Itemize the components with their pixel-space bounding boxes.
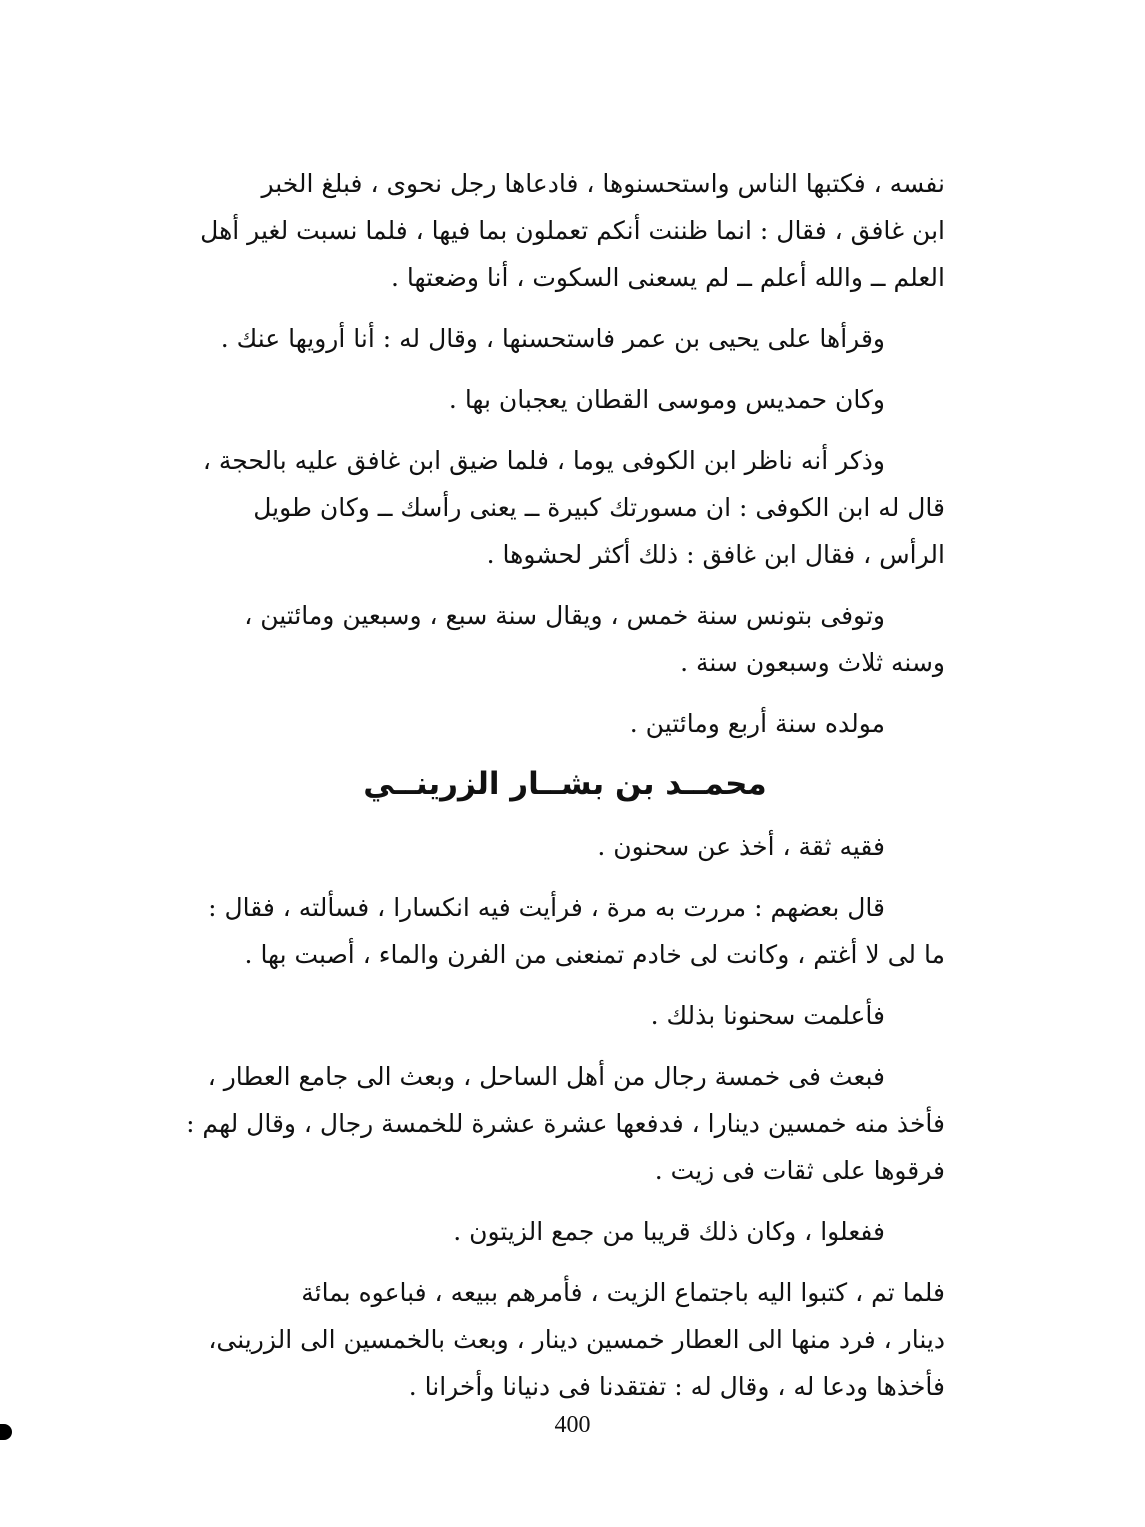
paragraph (185, 437, 945, 578)
text-line: فأعلمت سحنونا بذلك . (650, 1001, 885, 1030)
text-line: وتوفى بتونس سنة خمس ، ويقال سنة سبع ، وسبعين ومائتين ، (244, 601, 885, 630)
text-line: ابن غافق ، فقال : انما ظننت أنكم تعملون بما فيها ، فلما نسبت لغير أهل (200, 216, 945, 245)
paragraph (185, 592, 945, 686)
section-heading: محمــد بن بشــار الزرينــي (363, 766, 767, 802)
text-line: العلم ــ والله أعلم ــ لم يسعنى السكوت ، أنا وضعتها . (390, 263, 945, 292)
text-line: وسنه ثلاث وسبعون سنة . (680, 648, 945, 677)
text-line: فأخذها ودعا له ، وقال له : تفتقدنا فى دنيانا وأخرانا . (408, 1372, 945, 1401)
text-section-after (185, 823, 945, 1410)
text-line: نفسه ، فكتبها الناس واستحسنوها ، فادعاها رجل نحوى ، فبلغ الخبر (261, 169, 945, 198)
paragraph (185, 823, 945, 870)
paragraph (185, 160, 945, 301)
paragraph (185, 700, 945, 747)
paragraph (185, 376, 945, 423)
text-line: دينار ، فرد منها الى العطار خمسين دينار ، وبعث بالخمسين الى الزرينى، (208, 1325, 945, 1354)
text-line: فلما تم ، كتبوا اليه باجتماع الزيت ، فأمرهم ببيعه ، فباعوه بمائة (301, 1278, 945, 1307)
text-line: وكان حمديس وموسى القطان يعجبان بها . (448, 385, 885, 414)
text-line: فأخذ منه خمسين دينارا ، فدفعها عشرة عشرة للخمسة رجال ، وقال لهم : (186, 1109, 945, 1138)
text-line: فبعث فى خمسة رجال من أهل الساحل ، وبعث الى جامع العطار ، (207, 1062, 885, 1091)
text-line: فرقوها على ثقات فى زيت . (654, 1156, 945, 1185)
text-line: مولده سنة أربع ومائتين . (629, 709, 885, 738)
page-number: 400 (554, 1412, 591, 1438)
text-line: فقيه ثقة ، أخذ عن سحنون . (597, 832, 885, 861)
text-line: الرأس ، فقال ابن غافق : ذلك أكثر لحشوها . (486, 540, 945, 569)
paragraph (185, 315, 945, 362)
text-line: ففعلوا ، وكان ذلك قريبا من جمع الزيتون . (453, 1217, 885, 1246)
paragraph (185, 1053, 945, 1194)
text-line: وقرأها على يحيى بن عمر فاستحسنها ، وقال له : أنا أرويها عنك . (220, 324, 885, 353)
paragraph (185, 1269, 945, 1410)
page-body (185, 160, 945, 1424)
text-section-before (185, 160, 945, 747)
text-line: قال بعضهم : مررت به مرة ، فرأيت فيه انكسارا ، فسألته ، فقال : (208, 893, 885, 922)
text-line: ما لى لا أغتم ، وكانت لى خادم تمنعنى من الفرن والماء ، أصبت بها . (244, 940, 945, 969)
paragraph (185, 884, 945, 978)
text-line: قال له ابن الكوفى : ان مسورتك كبيرة ــ يعنى رأسك ــ وكان طويل (253, 493, 945, 522)
text-line: وذكر أنه ناظر ابن الكوفى يوما ، فلما ضيق ابن غافق عليه بالحجة ، (202, 446, 885, 475)
paragraph (185, 992, 945, 1039)
paragraph (185, 1208, 945, 1255)
